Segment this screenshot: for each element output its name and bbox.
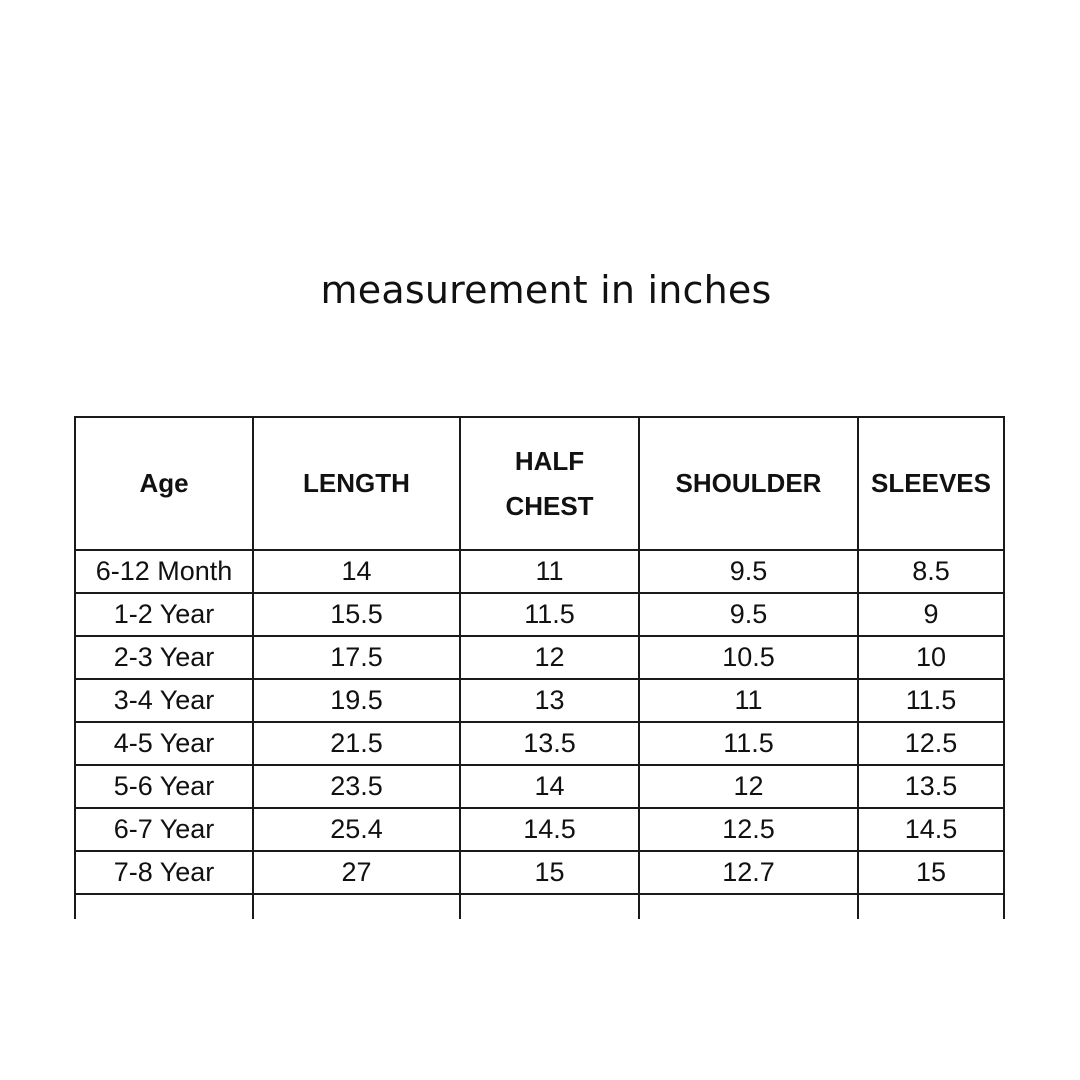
table-row-empty: [75, 894, 1004, 919]
size-table: [74, 416, 1005, 919]
cell-sleeves: 11.5: [858, 679, 1004, 722]
cell-half-chest: 14: [460, 765, 639, 808]
cell-sleeves: 12.5: [858, 722, 1004, 765]
cell-shoulder: 11: [639, 679, 858, 722]
cell-age: 2-3 Year: [75, 636, 253, 679]
table-row: [75, 636, 1004, 679]
cell-half-chest: 13: [460, 679, 639, 722]
header-half-chest-label: HALF CHEST: [505, 445, 594, 521]
cell-sleeves: 9: [858, 593, 1004, 636]
table-row: [75, 851, 1004, 894]
cell-half-chest: 11: [460, 550, 639, 593]
table-row: [75, 765, 1004, 808]
cell-age: 4-5 Year: [75, 722, 253, 765]
cell-age: 7-8 Year: [75, 851, 253, 894]
cell-length: 27: [253, 851, 460, 894]
cell-length: 17.5: [253, 636, 460, 679]
cell-length: 14: [253, 550, 460, 593]
cell-shoulder: 12.7: [639, 851, 858, 894]
cell-shoulder: 11.5: [639, 722, 858, 765]
cell-age: 6-12 Month: [75, 550, 253, 593]
cell-half-chest: 12: [460, 636, 639, 679]
table-row: [75, 679, 1004, 722]
table-row: [75, 550, 1004, 593]
cell-shoulder: 12.5: [639, 808, 858, 851]
cell-shoulder: 9.5: [639, 593, 858, 636]
cell-length: 15.5: [253, 593, 460, 636]
header-sleeves: SLEEVES: [858, 417, 1004, 550]
header-length: LENGTH: [253, 417, 460, 550]
cell-half-chest: 13.5: [460, 722, 639, 765]
cell-sleeves: 13.5: [858, 765, 1004, 808]
header-shoulder: SHOULDER: [639, 417, 858, 550]
cell-length: 25.4: [253, 808, 460, 851]
page-title: measurement in inches: [320, 268, 772, 312]
size-chart: [72, 414, 1016, 919]
header-row: [75, 417, 1004, 550]
cell-age: 1-2 Year: [75, 593, 253, 636]
table-row: [75, 808, 1004, 851]
table-row: [75, 593, 1004, 636]
cell-sleeves: 14.5: [858, 808, 1004, 851]
cell-half-chest: 15: [460, 851, 639, 894]
cell-length: 23.5: [253, 765, 460, 808]
table-row: [75, 722, 1004, 765]
cell-half-chest: 14.5: [460, 808, 639, 851]
cell-shoulder: 10.5: [639, 636, 858, 679]
cell-length: 21.5: [253, 722, 460, 765]
header-age: Age: [75, 417, 253, 550]
cell-sleeves: 10: [858, 636, 1004, 679]
cell-half-chest: 11.5: [460, 593, 639, 636]
cell-length: 19.5: [253, 679, 460, 722]
cell-age: 6-7 Year: [75, 808, 253, 851]
cell-age: 5-6 Year: [75, 765, 253, 808]
cell-shoulder: 12: [639, 765, 858, 808]
cell-shoulder: 9.5: [639, 550, 858, 593]
cell-sleeves: 15: [858, 851, 1004, 894]
header-half-chest: [460, 417, 639, 550]
cell-sleeves: 8.5: [858, 550, 1004, 593]
cell-age: 3-4 Year: [75, 679, 253, 722]
